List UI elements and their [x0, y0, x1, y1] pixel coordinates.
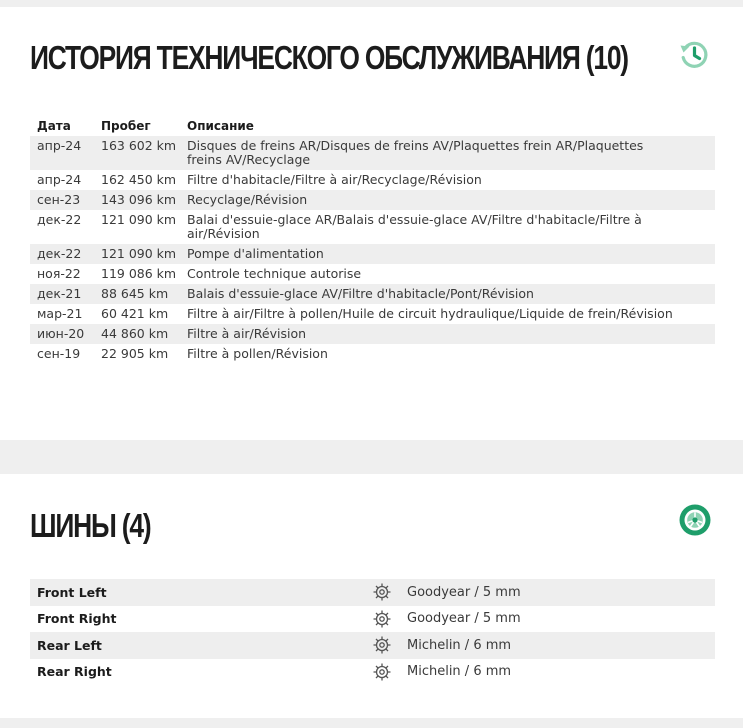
column-header-mileage: Пробег — [101, 119, 151, 133]
maintenance-history-card — [0, 7, 743, 440]
row-mileage: 119 086 km — [101, 266, 177, 281]
table-row — [30, 344, 715, 364]
row-date: апр-24 — [37, 172, 82, 187]
row-date: дек-22 — [30, 244, 94, 264]
row-description: Filtre à pollen/Révision — [187, 346, 328, 361]
row-description: Balai d'essuie-glace AR/Balais d'essuie-glace AV/Filtre d'habitacle/Filtre à air/Révision — [187, 212, 642, 241]
row-date: апр-24 — [30, 136, 94, 170]
history-icon — [677, 37, 711, 71]
row-mileage: 121 090 km — [94, 244, 180, 264]
row-date: мар-21 — [37, 306, 83, 321]
row-description: Disques de freins AR/Disques de freins AV/Plaquettes frein AR/Plaquettes freins AV/Recyclage — [180, 136, 715, 170]
row-date: сен-23 — [30, 190, 94, 210]
table-header-row — [30, 116, 715, 136]
table-row — [30, 210, 715, 244]
row-date: сен-19 — [37, 346, 81, 361]
row-description: Controle technique autorise — [187, 266, 362, 281]
tires-card — [0, 474, 743, 718]
table-row — [30, 136, 715, 170]
tire-row — [30, 632, 715, 659]
row-mileage: 163 602 km — [94, 136, 180, 170]
row-mileage: 44 860 km — [94, 324, 180, 344]
row-description: Recyclage/Révision — [180, 190, 715, 210]
table-row — [30, 244, 715, 264]
tire-row — [30, 659, 715, 686]
gear-icon — [372, 662, 392, 682]
tire-row — [30, 606, 715, 633]
tires-list — [30, 579, 715, 685]
row-description: Filtre à air/Révision — [180, 324, 715, 344]
row-description: Filtre à air/Filtre à pollen/Huile de circuit hydraulique/Liquide de frein/Révision — [187, 306, 673, 321]
tire-value: Michelin / 6 mm — [407, 664, 512, 680]
tire-value: Goodyear / 5 mm — [407, 584, 521, 600]
row-mileage: 88 645 km — [94, 284, 180, 304]
tire-row — [30, 579, 715, 606]
row-description: Pompe d'alimentation — [180, 244, 715, 264]
table-row — [30, 304, 715, 324]
gear-icon — [372, 635, 392, 655]
table-row — [30, 324, 715, 344]
row-date: ноя-22 — [37, 266, 81, 281]
column-header-description: Описание — [187, 119, 254, 133]
tire-position: Rear Left — [37, 637, 102, 653]
tire-position: Front Right — [37, 611, 117, 627]
tire-value: Goodyear / 5 mm — [407, 611, 521, 627]
row-description: Balais d'essuie-glace AV/Filtre d'habitacle/Pont/Révision — [180, 284, 715, 304]
row-date: июн-20 — [30, 324, 94, 344]
tire-position: Rear Right — [37, 664, 112, 680]
table-row — [30, 170, 715, 190]
column-header-date: Дата — [37, 119, 71, 133]
tire-value: Michelin / 6 mm — [407, 637, 512, 653]
row-mileage: 22 905 km — [101, 346, 169, 361]
maintenance-table — [30, 116, 715, 364]
row-mileage: 162 450 km — [101, 172, 177, 187]
row-mileage: 143 096 km — [94, 190, 180, 210]
tire-icon — [678, 503, 712, 537]
table-row — [30, 190, 715, 210]
gear-icon — [372, 582, 392, 602]
row-date: дек-21 — [30, 284, 94, 304]
row-mileage: 60 421 km — [101, 306, 169, 321]
tires-title: ШИНЫ (4) — [30, 507, 151, 544]
row-date: дек-22 — [37, 212, 82, 227]
table-row — [30, 284, 715, 304]
row-description: Filtre d'habitacle/Filtre à air/Recyclage/Révision — [187, 172, 482, 187]
maintenance-history-title: ИСТОРИЯ ТЕХНИЧЕСКОГО ОБСЛУЖИВАНИЯ (10) — [30, 39, 628, 76]
gear-icon — [372, 609, 392, 629]
row-mileage: 121 090 km — [101, 212, 177, 227]
tire-position: Front Left — [37, 584, 107, 600]
table-row — [30, 264, 715, 284]
